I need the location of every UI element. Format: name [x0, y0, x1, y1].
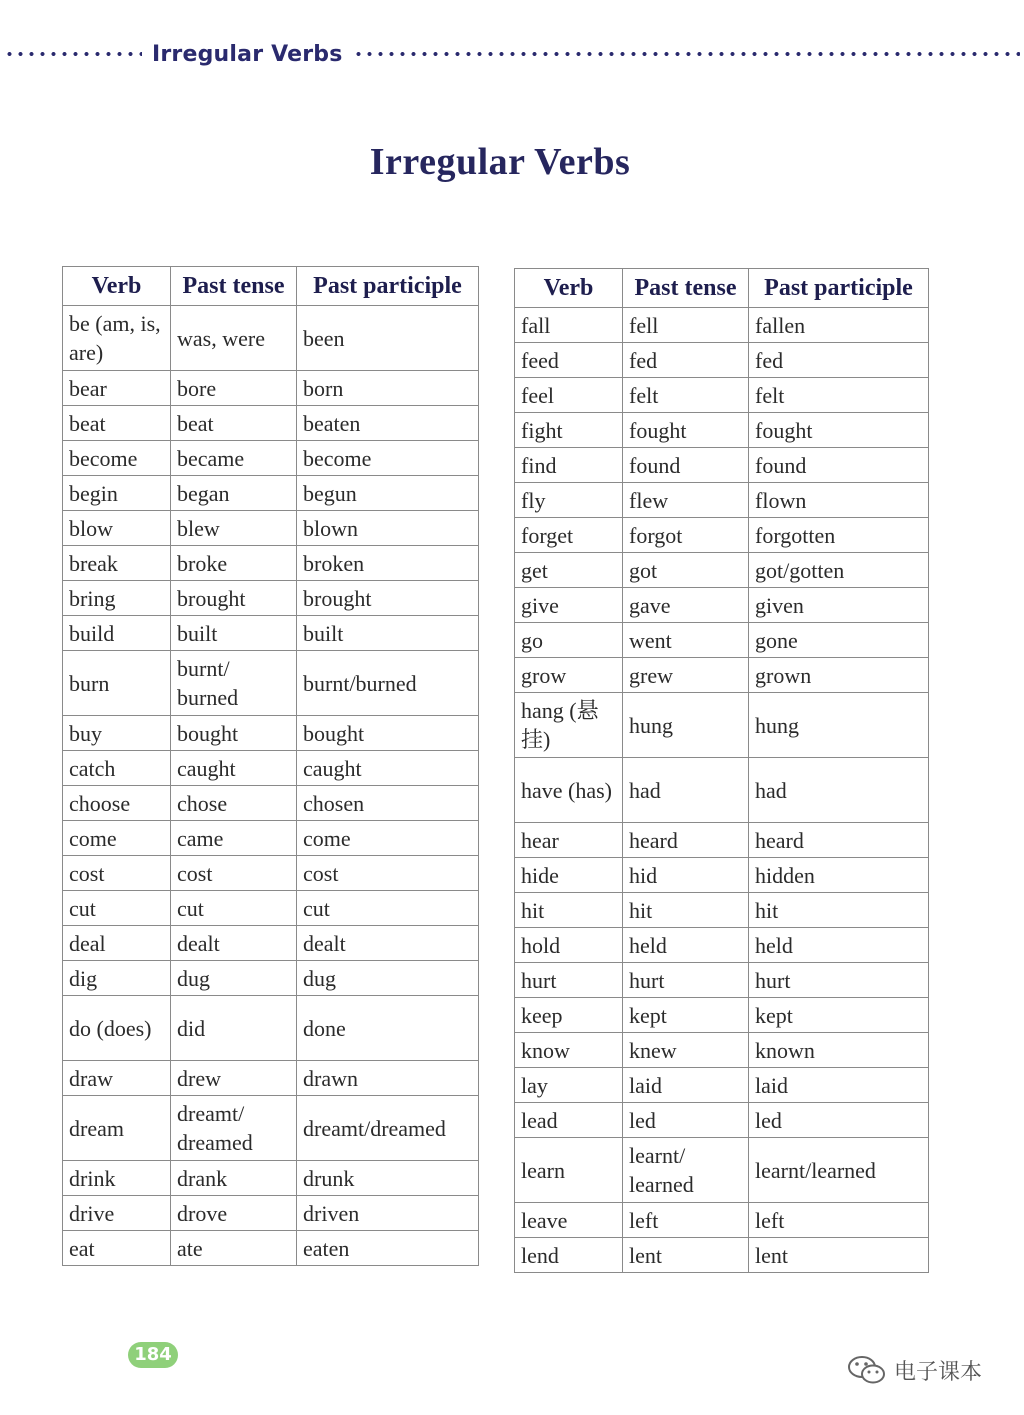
past-participle-cell: learnt/learned [749, 1138, 929, 1203]
verb-cell: hear [515, 823, 623, 858]
column-header-verb: Verb [63, 267, 171, 306]
verb-cell: come [63, 821, 171, 856]
past-participle-cell: fallen [749, 308, 929, 343]
past-tense-cell: led [623, 1103, 749, 1138]
past-tense-cell: had [623, 758, 749, 823]
verb-cell: beat [63, 406, 171, 441]
verb-cell: hang (悬挂) [515, 693, 623, 758]
past-tense-cell: hit [623, 893, 749, 928]
table-row [63, 476, 479, 511]
page-number-badge: 184 [128, 1342, 178, 1368]
past-participle-cell: heard [749, 823, 929, 858]
verb-cell: keep [515, 998, 623, 1033]
past-participle-cell: been [297, 306, 479, 371]
verb-cell: get [515, 553, 623, 588]
past-tense-cell: brought [171, 581, 297, 616]
past-participle-cell: drunk [297, 1161, 479, 1196]
past-tense-cell: did [171, 996, 297, 1061]
verb-cell: buy [63, 716, 171, 751]
table-row [515, 588, 929, 623]
past-tense-cell: fell [623, 308, 749, 343]
past-tense-cell: went [623, 623, 749, 658]
past-tense-cell: caught [171, 751, 297, 786]
verb-cell: hit [515, 893, 623, 928]
past-tense-cell: hurt [623, 963, 749, 998]
table-row [515, 693, 929, 758]
table-row [515, 823, 929, 858]
past-participle-cell: known [749, 1033, 929, 1068]
table-row [63, 716, 479, 751]
past-participle-cell: dug [297, 961, 479, 996]
verb-cell: cut [63, 891, 171, 926]
column-header-verb: Verb [515, 269, 623, 308]
verb-cell: draw [63, 1061, 171, 1096]
verb-cell: feed [515, 343, 623, 378]
verb-cell: leave [515, 1203, 623, 1238]
verb-cell: burn [63, 651, 171, 716]
past-participle-cell: hung [749, 693, 929, 758]
past-participle-cell: held [749, 928, 929, 963]
running-header [0, 36, 1024, 72]
table-row [515, 1238, 929, 1273]
verb-cell: begin [63, 476, 171, 511]
verb-table-left [62, 266, 479, 1266]
past-participle-cell: led [749, 1103, 929, 1138]
table-row [515, 308, 929, 343]
past-participle-cell: chosen [297, 786, 479, 821]
verb-cell: bear [63, 371, 171, 406]
verb-cell: cost [63, 856, 171, 891]
table-row [515, 963, 929, 998]
past-participle-cell: burnt/burned [297, 651, 479, 716]
past-tense-cell: lent [623, 1238, 749, 1273]
past-participle-cell: hidden [749, 858, 929, 893]
running-header-title: Irregular Verbs [152, 41, 343, 67]
past-participle-cell: cost [297, 856, 479, 891]
verb-cell: forget [515, 518, 623, 553]
past-participle-cell: left [749, 1203, 929, 1238]
table-row [515, 448, 929, 483]
past-tense-cell: fought [623, 413, 749, 448]
verb-cell: dream [63, 1096, 171, 1161]
past-participle-cell: fought [749, 413, 929, 448]
verb-cell: lead [515, 1103, 623, 1138]
past-participle-cell: flown [749, 483, 929, 518]
past-tense-cell: began [171, 476, 297, 511]
past-participle-cell: become [297, 441, 479, 476]
past-tense-cell: cut [171, 891, 297, 926]
past-participle-cell: drawn [297, 1061, 479, 1096]
table-row [515, 658, 929, 693]
past-participle-cell: blown [297, 511, 479, 546]
verb-cell: lay [515, 1068, 623, 1103]
past-participle-cell: begun [297, 476, 479, 511]
past-tense-cell: learnt/ learned [623, 1138, 749, 1203]
verb-cell: go [515, 623, 623, 658]
past-tense-cell: drank [171, 1161, 297, 1196]
dotted-rule-left [4, 51, 142, 57]
wechat-icon [846, 1354, 888, 1386]
verb-table-right [514, 268, 929, 1273]
verb-cell: fight [515, 413, 623, 448]
past-tense-cell: held [623, 928, 749, 963]
verb-cell: hold [515, 928, 623, 963]
past-tense-cell: came [171, 821, 297, 856]
past-participle-cell: found [749, 448, 929, 483]
table-row [63, 581, 479, 616]
past-participle-cell: caught [297, 751, 479, 786]
past-participle-cell: lent [749, 1238, 929, 1273]
verb-cell: learn [515, 1138, 623, 1203]
verb-cell: become [63, 441, 171, 476]
table-row [63, 786, 479, 821]
table-row [63, 961, 479, 996]
past-tense-cell: gave [623, 588, 749, 623]
past-tense-cell: kept [623, 998, 749, 1033]
table-row [63, 926, 479, 961]
table-row [515, 858, 929, 893]
past-tense-cell: forgot [623, 518, 749, 553]
past-tense-cell: drew [171, 1061, 297, 1096]
past-tense-cell: dug [171, 961, 297, 996]
past-participle-cell: born [297, 371, 479, 406]
verb-table-right-body [515, 308, 929, 1273]
verb-cell: bring [63, 581, 171, 616]
verb-cell: have (has) [515, 758, 623, 823]
past-participle-cell: given [749, 588, 929, 623]
verb-cell: be (am, is, are) [63, 306, 171, 371]
past-tense-cell: became [171, 441, 297, 476]
past-participle-cell: eaten [297, 1231, 479, 1266]
past-tense-cell: broke [171, 546, 297, 581]
column-header-past-participle: Past participle [297, 267, 479, 306]
past-participle-cell: come [297, 821, 479, 856]
verb-cell: build [63, 616, 171, 651]
verb-cell: feel [515, 378, 623, 413]
table-row [515, 928, 929, 963]
table-row [515, 378, 929, 413]
table-row [63, 616, 479, 651]
past-participle-cell: gone [749, 623, 929, 658]
past-tense-cell: got [623, 553, 749, 588]
verb-cell: hide [515, 858, 623, 893]
past-participle-cell: felt [749, 378, 929, 413]
past-participle-cell: driven [297, 1196, 479, 1231]
verb-cell: deal [63, 926, 171, 961]
table-row [63, 1096, 479, 1161]
verb-cell: give [515, 588, 623, 623]
past-tense-cell: found [623, 448, 749, 483]
past-participle-cell: grown [749, 658, 929, 693]
past-tense-cell: dealt [171, 926, 297, 961]
table-row [515, 1033, 929, 1068]
table-row [515, 553, 929, 588]
table-row [515, 1138, 929, 1203]
past-tense-cell: beat [171, 406, 297, 441]
verb-cell: catch [63, 751, 171, 786]
table-row [63, 1196, 479, 1231]
past-tense-cell: bore [171, 371, 297, 406]
past-participle-cell: dreamt/dreamed [297, 1096, 479, 1161]
verb-cell: drink [63, 1161, 171, 1196]
table-row [63, 546, 479, 581]
column-header-past-tense: Past tense [171, 267, 297, 306]
past-tense-cell: burnt/ burned [171, 651, 297, 716]
table-header-row [515, 269, 929, 308]
verb-cell: drive [63, 1196, 171, 1231]
table-row [515, 1203, 929, 1238]
table-row [515, 1103, 929, 1138]
verb-cell: find [515, 448, 623, 483]
past-tense-cell: knew [623, 1033, 749, 1068]
past-tense-cell: bought [171, 716, 297, 751]
table-row [63, 651, 479, 716]
table-row [63, 511, 479, 546]
past-participle-cell: got/gotten [749, 553, 929, 588]
table-row [63, 856, 479, 891]
verb-table-left-body [63, 306, 479, 1266]
past-tense-cell: drove [171, 1196, 297, 1231]
table-row [515, 998, 929, 1033]
past-tense-cell: built [171, 616, 297, 651]
table-row [63, 996, 479, 1061]
table-row [63, 441, 479, 476]
verb-cell: lend [515, 1238, 623, 1273]
verb-cell: do (does) [63, 996, 171, 1061]
table-header-row [63, 267, 479, 306]
page-title: Irregular Verbs [369, 141, 631, 183]
past-tense-cell: fed [623, 343, 749, 378]
past-participle-cell: broken [297, 546, 479, 581]
past-participle-cell: done [297, 996, 479, 1061]
past-participle-cell: hit [749, 893, 929, 928]
past-participle-cell: beaten [297, 406, 479, 441]
table-row [63, 371, 479, 406]
past-participle-cell: built [297, 616, 479, 651]
column-header-past-participle: Past participle [749, 269, 929, 308]
dotted-rule-right [353, 51, 1020, 57]
verb-cell: blow [63, 511, 171, 546]
past-tense-cell: hung [623, 693, 749, 758]
past-participle-cell: kept [749, 998, 929, 1033]
past-participle-cell: laid [749, 1068, 929, 1103]
verb-cell: know [515, 1033, 623, 1068]
past-participle-cell: fed [749, 343, 929, 378]
past-tense-cell: left [623, 1203, 749, 1238]
past-tense-cell: heard [623, 823, 749, 858]
table-row [63, 306, 479, 371]
past-participle-cell: hurt [749, 963, 929, 998]
table-row [63, 821, 479, 856]
table-row [63, 891, 479, 926]
table-row [63, 751, 479, 786]
table-row [515, 518, 929, 553]
past-tense-cell: blew [171, 511, 297, 546]
past-tense-cell: chose [171, 786, 297, 821]
table-row [63, 406, 479, 441]
past-tense-cell: cost [171, 856, 297, 891]
table-row [515, 893, 929, 928]
watermark-text: 电子课本 [894, 1359, 983, 1385]
past-tense-cell: grew [623, 658, 749, 693]
table-row [515, 413, 929, 448]
table-row [63, 1161, 479, 1196]
past-tense-cell: ate [171, 1231, 297, 1266]
table-row [515, 343, 929, 378]
watermark [846, 1352, 982, 1388]
verb-cell: choose [63, 786, 171, 821]
past-participle-cell: forgotten [749, 518, 929, 553]
verb-cell: fly [515, 483, 623, 518]
table-row [515, 483, 929, 518]
past-tense-cell: flew [623, 483, 749, 518]
past-tense-cell: laid [623, 1068, 749, 1103]
verb-cell: grow [515, 658, 623, 693]
past-tense-cell: was, were [171, 306, 297, 371]
past-tense-cell: felt [623, 378, 749, 413]
past-participle-cell: bought [297, 716, 479, 751]
table-row [63, 1231, 479, 1266]
table-row [515, 623, 929, 658]
past-tense-cell: dreamt/ dreamed [171, 1096, 297, 1161]
past-participle-cell: had [749, 758, 929, 823]
verb-cell: eat [63, 1231, 171, 1266]
past-participle-cell: brought [297, 581, 479, 616]
table-row [63, 1061, 479, 1096]
table-row [515, 1068, 929, 1103]
column-header-past-tense: Past tense [623, 269, 749, 308]
past-tense-cell: hid [623, 858, 749, 893]
table-row [515, 758, 929, 823]
verb-cell: break [63, 546, 171, 581]
verb-cell: dig [63, 961, 171, 996]
verb-cell: hurt [515, 963, 623, 998]
verb-cell: fall [515, 308, 623, 343]
past-participle-cell: cut [297, 891, 479, 926]
past-participle-cell: dealt [297, 926, 479, 961]
